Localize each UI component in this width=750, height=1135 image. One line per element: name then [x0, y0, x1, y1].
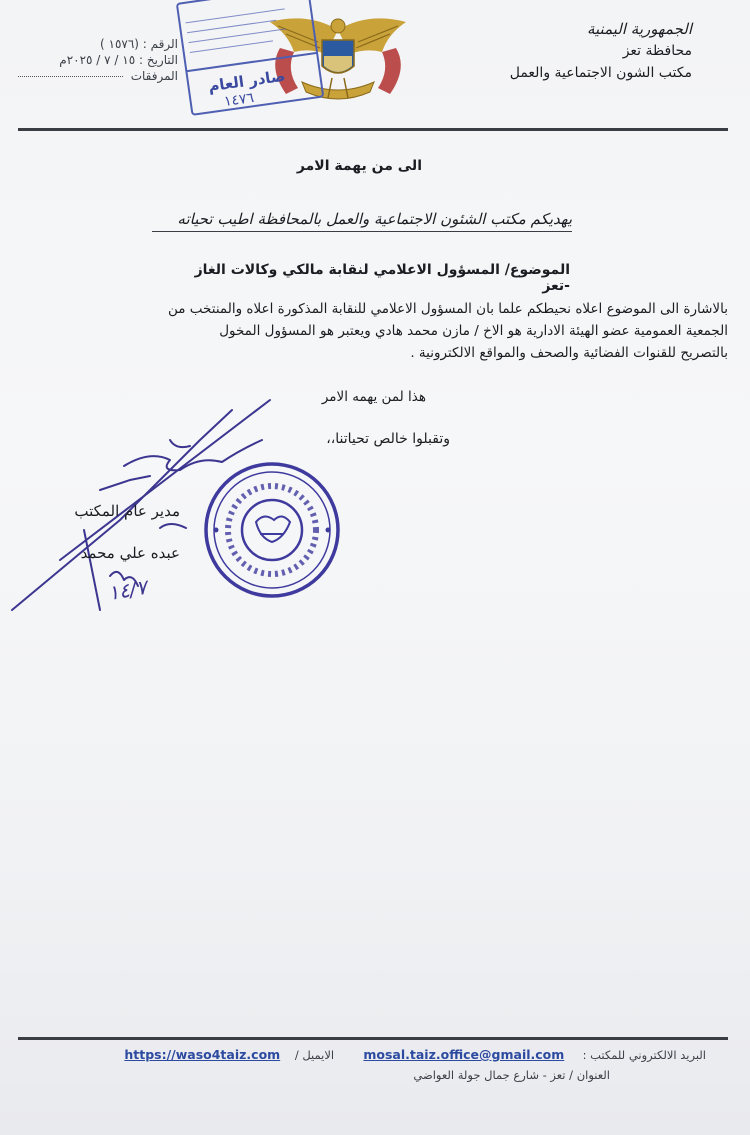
letterhead-right: [472, 18, 692, 84]
signatory-name: عبده علي محمد: [80, 544, 180, 562]
date-row: [8, 52, 178, 68]
office-seal-icon: [202, 460, 342, 600]
site-label: الايميل /: [294, 1048, 335, 1062]
office-name: مكتب الشون الاجتماعية والعمل: [509, 65, 692, 81]
closing-line-2: وتقبلوا خالص تحياتنا،،: [326, 431, 450, 447]
closing-line-1: هذا لمن يهمه الامر: [321, 389, 426, 405]
body-line: الجمعية العمومية عضو الهيئة الادارية هو الاخ / مازن محمد هادي ويعتبر هو المسؤول المخول: [219, 323, 728, 339]
country-name: الجمهورية اليمنية: [586, 20, 692, 38]
recipient-line: الى من يهمة الامر: [296, 158, 422, 174]
reference-number: (١٥٧٦ ): [100, 37, 139, 51]
footer-divider: [18, 1037, 728, 1040]
date-value: ١٥ / ٧ / ٢٠٢٥م: [59, 53, 136, 67]
attachments-blank: [18, 76, 123, 77]
outgoing-stamp: [172, 0, 332, 128]
stamp-number: ١٤٧٦: [223, 89, 256, 111]
body-line: بالاشارة الى الموضوع اعلاه نحيطكم علما بان المسؤول الاعلامي للنقابة المذكورة اعلاه والمنتخب من: [168, 301, 728, 317]
body-paragraph: [18, 298, 728, 364]
email-link[interactable]: mosal.taiz.office@gmail.com: [363, 1047, 565, 1062]
stamp-title: صادر العام: [207, 66, 287, 96]
website-link[interactable]: https://waso4taiz.com: [124, 1047, 281, 1062]
signatory-title: مدير عام المكتب: [74, 502, 180, 520]
attachments-row: [8, 68, 178, 84]
greeting-line: يهديكم مكتب الشئون الاجتماعية والعمل بالمحافظة اطيب تحياته: [152, 210, 572, 232]
footer-address: العنوان / تعز - شارع جمال جولة العواضي: [413, 1068, 610, 1082]
email-label: البريد الالكتروني للمكتب :: [582, 1048, 706, 1062]
subject-line: الموضوع/ المسؤول الاعلامي لنقابة مالكي وكالات الغاز -تعز: [194, 262, 570, 294]
letterhead-left: [8, 36, 178, 84]
attachments-label: المرفقات: [130, 69, 178, 83]
governorate-name: محافظة تعز: [622, 43, 692, 59]
reference-label: الرقم :: [142, 37, 178, 51]
footer-contact-row: [16, 1046, 706, 1064]
handwritten-note: ١٤/٧: [106, 574, 149, 606]
date-label: التاريخ :: [138, 53, 178, 67]
reference-row: [8, 36, 178, 52]
header-divider: [18, 128, 728, 131]
body-line: بالتصريح للقنوات الفضائية والصحف والمواقع الالكترونية .: [410, 345, 728, 361]
